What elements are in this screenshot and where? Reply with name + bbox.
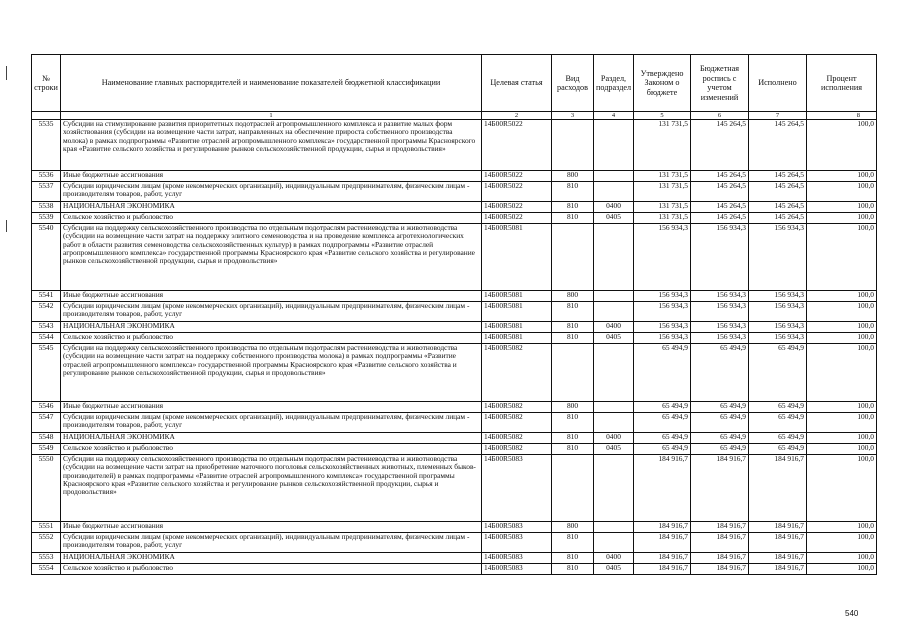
table-row bbox=[32, 213, 877, 224]
row-section bbox=[594, 455, 634, 522]
table-row bbox=[32, 291, 877, 302]
row-expense-type: 810 bbox=[552, 564, 594, 575]
row-target-article: 14Б00R5082 bbox=[482, 433, 552, 444]
row-name: Субсидии юридическим лицам (кроме некоммерческих организаций), индивидуальным предпринимателям, физическим лицам - производителям товаров, работ, услуг bbox=[61, 302, 482, 322]
row-executed: 184 916,7 bbox=[749, 553, 807, 564]
row-approved: 131 731,5 bbox=[634, 213, 691, 224]
row-approved: 65 494,9 bbox=[634, 413, 691, 433]
row-executed: 156 934,3 bbox=[749, 224, 807, 291]
row-approved: 131 731,5 bbox=[634, 182, 691, 202]
row-target-article: 14Б00R5022 bbox=[482, 213, 552, 224]
row-percent: 100,0 bbox=[807, 333, 877, 344]
column-number: 4 bbox=[594, 112, 634, 120]
table-row bbox=[32, 224, 877, 291]
row-section bbox=[594, 171, 634, 182]
row-approved: 184 916,7 bbox=[634, 553, 691, 564]
row-percent: 100,0 bbox=[807, 413, 877, 433]
row-expense-type: 810 bbox=[552, 444, 594, 455]
row-approved: 65 494,9 bbox=[634, 433, 691, 444]
row-section bbox=[594, 533, 634, 553]
row-number: 5545 bbox=[32, 344, 61, 402]
row-target-article: 14Б00R5082 bbox=[482, 344, 552, 402]
row-name: Иные бюджетные ассигнования bbox=[61, 171, 482, 182]
table-row bbox=[32, 171, 877, 182]
row-name: Сельское хозяйство и рыболовство bbox=[61, 564, 482, 575]
table-row bbox=[32, 333, 877, 344]
row-budget-schedule: 184 916,7 bbox=[691, 455, 749, 522]
row-budget-schedule: 156 934,3 bbox=[691, 333, 749, 344]
row-number: 5554 bbox=[32, 564, 61, 575]
row-executed: 65 494,9 bbox=[749, 344, 807, 402]
row-expense-type: 800 bbox=[552, 291, 594, 302]
row-percent: 100,0 bbox=[807, 322, 877, 333]
row-name: Сельское хозяйство и рыболовство bbox=[61, 333, 482, 344]
row-approved: 65 494,9 bbox=[634, 444, 691, 455]
row-expense-type: 810 bbox=[552, 322, 594, 333]
row-budget-schedule: 145 264,5 bbox=[691, 213, 749, 224]
row-percent: 100,0 bbox=[807, 213, 877, 224]
row-number: 5546 bbox=[32, 402, 61, 413]
header-row-number: № строки bbox=[32, 55, 61, 112]
row-expense-type: 810 bbox=[552, 213, 594, 224]
row-percent: 100,0 bbox=[807, 433, 877, 444]
row-approved: 156 934,3 bbox=[634, 333, 691, 344]
row-executed: 184 916,7 bbox=[749, 522, 807, 533]
row-name: Субсидии на поддержку сельскохозяйственного производства по отдельным подотраслям растениеводства и животноводства (субсидии на возмещение части затрат на поддержку собственного производства молока) в рамках подпрограммы «Развитие отраслей агропромышленного комплекса» государственной программы Красноярского края «Развитие сельского хозяйства и регулирование рынков сельскохозяйственной продукции, сырья и продовольствия» bbox=[61, 344, 482, 402]
table-row bbox=[32, 433, 877, 444]
row-number: 5549 bbox=[32, 444, 61, 455]
column-number: 7 bbox=[749, 112, 807, 120]
row-executed: 156 934,3 bbox=[749, 333, 807, 344]
row-section: 0405 bbox=[594, 564, 634, 575]
row-number: 5548 bbox=[32, 433, 61, 444]
row-approved: 65 494,9 bbox=[634, 344, 691, 402]
row-executed: 145 264,5 bbox=[749, 213, 807, 224]
page-number: 540 bbox=[845, 609, 859, 618]
row-section: 0405 bbox=[594, 444, 634, 455]
table-row bbox=[32, 302, 877, 322]
row-percent: 100,0 bbox=[807, 224, 877, 291]
table-row bbox=[32, 533, 877, 553]
row-number: 5542 bbox=[32, 302, 61, 322]
row-name: НАЦИОНАЛЬНАЯ ЭКОНОМИКА bbox=[61, 202, 482, 213]
row-budget-schedule: 145 264,5 bbox=[691, 202, 749, 213]
row-executed: 65 494,9 bbox=[749, 413, 807, 433]
row-number: 5543 bbox=[32, 322, 61, 333]
row-number: 5553 bbox=[32, 553, 61, 564]
row-target-article: 14Б00R5081 bbox=[482, 333, 552, 344]
row-number: 5541 bbox=[32, 291, 61, 302]
column-number: 5 bbox=[634, 112, 691, 120]
row-approved: 184 916,7 bbox=[634, 533, 691, 553]
row-name: НАЦИОНАЛЬНАЯ ЭКОНОМИКА bbox=[61, 322, 482, 333]
row-section bbox=[594, 413, 634, 433]
table-row bbox=[32, 322, 877, 333]
row-target-article: 14Б00R5022 bbox=[482, 171, 552, 182]
row-number: 5540 bbox=[32, 224, 61, 291]
row-budget-schedule: 184 916,7 bbox=[691, 533, 749, 553]
row-percent: 100,0 bbox=[807, 444, 877, 455]
row-name: Сельское хозяйство и рыболовство bbox=[61, 444, 482, 455]
row-name: Иные бюджетные ассигнования bbox=[61, 402, 482, 413]
row-number: 5535 bbox=[32, 120, 61, 171]
row-budget-schedule: 184 916,7 bbox=[691, 564, 749, 575]
row-budget-schedule: 65 494,9 bbox=[691, 413, 749, 433]
row-target-article: 14Б00R5022 bbox=[482, 120, 552, 171]
row-section: 0405 bbox=[594, 333, 634, 344]
row-section bbox=[594, 291, 634, 302]
row-section bbox=[594, 224, 634, 291]
row-percent: 100,0 bbox=[807, 171, 877, 182]
row-percent: 100,0 bbox=[807, 402, 877, 413]
row-executed: 184 916,7 bbox=[749, 564, 807, 575]
header-executed: Исполнено bbox=[749, 55, 807, 112]
table-row bbox=[32, 413, 877, 433]
row-executed: 156 934,3 bbox=[749, 322, 807, 333]
row-number: 5538 bbox=[32, 202, 61, 213]
row-number: 5552 bbox=[32, 533, 61, 553]
row-percent: 100,0 bbox=[807, 291, 877, 302]
row-expense-type: 810 bbox=[552, 433, 594, 444]
column-number: 8 bbox=[807, 112, 877, 120]
row-expense-type: 800 bbox=[552, 171, 594, 182]
row-number: 5537 bbox=[32, 182, 61, 202]
row-percent: 100,0 bbox=[807, 182, 877, 202]
row-executed: 156 934,3 bbox=[749, 291, 807, 302]
row-percent: 100,0 bbox=[807, 344, 877, 402]
table-row bbox=[32, 564, 877, 575]
table-row bbox=[32, 444, 877, 455]
row-executed: 145 264,5 bbox=[749, 182, 807, 202]
row-target-article: 14Б00R5083 bbox=[482, 564, 552, 575]
row-executed: 184 916,7 bbox=[749, 455, 807, 522]
row-approved: 184 916,7 bbox=[634, 522, 691, 533]
row-percent: 100,0 bbox=[807, 202, 877, 213]
row-budget-schedule: 145 264,5 bbox=[691, 120, 749, 171]
margin-mark bbox=[6, 66, 7, 80]
header-target-article: Целевая статья bbox=[482, 55, 552, 112]
table-body bbox=[32, 120, 877, 575]
row-approved: 156 934,3 bbox=[634, 224, 691, 291]
row-approved: 131 731,5 bbox=[634, 120, 691, 171]
row-budget-schedule: 184 916,7 bbox=[691, 553, 749, 564]
column-number bbox=[32, 112, 61, 120]
row-section bbox=[594, 344, 634, 402]
row-target-article: 14Б00R5022 bbox=[482, 182, 552, 202]
row-number: 5551 bbox=[32, 522, 61, 533]
table-row bbox=[32, 182, 877, 202]
row-approved: 184 916,7 bbox=[634, 455, 691, 522]
row-budget-schedule: 156 934,3 bbox=[691, 224, 749, 291]
row-percent: 100,0 bbox=[807, 302, 877, 322]
column-number: 2 bbox=[482, 112, 552, 120]
row-name: Субсидии на поддержку сельскохозяйственного производства по отдельным подотраслям растениеводства и животноводства (субсидии на возмещение части затрат на поддержку элитного семеноводства и на проведение комплекса агротехнологических работ в области развития семеноводства сельскохозяйственных культур) в рамках подпрограммы «Развитие отраслей агропромышленного комплекса» государственной программы Красноярского края «Развитие сельского хозяйства и регулирование рынков сельскохозяйственной продукции, сырья и продовольствия» bbox=[61, 224, 482, 291]
row-name: Иные бюджетные ассигнования bbox=[61, 291, 482, 302]
margin-mark bbox=[6, 220, 7, 232]
row-target-article: 14Б00R5022 bbox=[482, 202, 552, 213]
column-number: 1 bbox=[61, 112, 482, 120]
row-section bbox=[594, 302, 634, 322]
table-row bbox=[32, 553, 877, 564]
row-budget-schedule: 65 494,9 bbox=[691, 402, 749, 413]
row-name: НАЦИОНАЛЬНАЯ ЭКОНОМИКА bbox=[61, 433, 482, 444]
row-target-article: 14Б00R5083 bbox=[482, 553, 552, 564]
row-budget-schedule: 145 264,5 bbox=[691, 171, 749, 182]
row-target-article: 14Б00R5082 bbox=[482, 402, 552, 413]
row-approved: 131 731,5 bbox=[634, 171, 691, 182]
row-percent: 100,0 bbox=[807, 120, 877, 171]
row-expense-type: 810 bbox=[552, 202, 594, 213]
row-expense-type: 810 bbox=[552, 182, 594, 202]
row-approved: 65 494,9 bbox=[634, 402, 691, 413]
row-percent: 100,0 bbox=[807, 533, 877, 553]
row-expense-type: 810 bbox=[552, 333, 594, 344]
table-row bbox=[32, 455, 877, 522]
row-number: 5547 bbox=[32, 413, 61, 433]
row-expense-type bbox=[552, 455, 594, 522]
row-target-article: 14Б00R5083 bbox=[482, 533, 552, 553]
row-section bbox=[594, 120, 634, 171]
row-budget-schedule: 184 916,7 bbox=[691, 522, 749, 533]
row-expense-type bbox=[552, 344, 594, 402]
row-name: Сельское хозяйство и рыболовство bbox=[61, 213, 482, 224]
row-name: Иные бюджетные ассигнования bbox=[61, 522, 482, 533]
table-row bbox=[32, 120, 877, 171]
row-budget-schedule: 65 494,9 bbox=[691, 433, 749, 444]
row-executed: 65 494,9 bbox=[749, 444, 807, 455]
row-budget-schedule: 65 494,9 bbox=[691, 344, 749, 402]
row-expense-type: 810 bbox=[552, 302, 594, 322]
row-section bbox=[594, 182, 634, 202]
table-row bbox=[32, 344, 877, 402]
row-executed: 65 494,9 bbox=[749, 433, 807, 444]
row-executed: 145 264,5 bbox=[749, 171, 807, 182]
row-approved: 156 934,3 bbox=[634, 322, 691, 333]
header-budget-schedule: Бюджетная роспись с учетом изменений bbox=[691, 55, 749, 112]
column-number: 6 bbox=[691, 112, 749, 120]
row-executed: 184 916,7 bbox=[749, 533, 807, 553]
row-percent: 100,0 bbox=[807, 553, 877, 564]
row-target-article: 14Б00R5082 bbox=[482, 413, 552, 433]
table-row bbox=[32, 522, 877, 533]
row-target-article: 14Б00R5081 bbox=[482, 322, 552, 333]
column-number-row bbox=[32, 112, 877, 120]
row-target-article: 14Б00R5081 bbox=[482, 302, 552, 322]
row-section: 0400 bbox=[594, 202, 634, 213]
row-expense-type: 800 bbox=[552, 522, 594, 533]
row-section: 0400 bbox=[594, 322, 634, 333]
row-number: 5544 bbox=[32, 333, 61, 344]
row-name: Субсидии на стимулирование развития приоритетных подотраслей агропромышленного комплекса и развитие малых форм хозяйствования (субсидии на возмещение части затрат, направленных на обеспечение прироста собственного производства молока) в рамках подпрограммы «Развитие отраслей агропромышленного комплекса» государственной программы Красноярского края «Развитие сельского хозяйства и регулирование рынков сельскохозяйственной продукции, сырья и продовольствия» bbox=[61, 120, 482, 171]
row-target-article: 14Б00R5081 bbox=[482, 291, 552, 302]
table-row bbox=[32, 202, 877, 213]
row-target-article: 14Б00R5083 bbox=[482, 522, 552, 533]
row-budget-schedule: 156 934,3 bbox=[691, 322, 749, 333]
row-budget-schedule: 65 494,9 bbox=[691, 444, 749, 455]
row-name: Субсидии на поддержку сельскохозяйственного производства по отдельным подотраслям растениеводства и животноводства (субсидии на возмещение части затрат на приобретение маточного поголовья сельскохозяйственных животных, племенных быков-производителей) в рамках подпрограммы «Развитие отраслей агропромышленного комплекса» государственной программы Красноярского края «Развитие сельского хозяйства и регулирование рынков сельскохозяйственной продукции, сырья и продовольствия» bbox=[61, 455, 482, 522]
row-percent: 100,0 bbox=[807, 455, 877, 522]
row-executed: 156 934,3 bbox=[749, 302, 807, 322]
row-budget-schedule: 156 934,3 bbox=[691, 291, 749, 302]
row-section bbox=[594, 522, 634, 533]
column-number: 3 bbox=[552, 112, 594, 120]
table-row bbox=[32, 402, 877, 413]
row-section: 0405 bbox=[594, 213, 634, 224]
row-expense-type: 810 bbox=[552, 413, 594, 433]
row-number: 5539 bbox=[32, 213, 61, 224]
row-section bbox=[594, 402, 634, 413]
row-budget-schedule: 156 934,3 bbox=[691, 302, 749, 322]
header-expense-type: Вид расходов bbox=[552, 55, 594, 112]
row-name: Субсидии юридическим лицам (кроме некоммерческих организаций), индивидуальным предпринимателям, физическим лицам - производителям товаров, работ, услуг bbox=[61, 413, 482, 433]
header-name: Наименование главных распорядителей и наименование показателей бюджетной классификации bbox=[61, 55, 482, 112]
budget-table bbox=[31, 54, 877, 575]
row-approved: 156 934,3 bbox=[634, 291, 691, 302]
row-number: 5550 bbox=[32, 455, 61, 522]
row-target-article: 14Б00R5083 bbox=[482, 455, 552, 522]
row-name: НАЦИОНАЛЬНАЯ ЭКОНОМИКА bbox=[61, 553, 482, 564]
row-number: 5536 bbox=[32, 171, 61, 182]
row-name: Субсидии юридическим лицам (кроме некоммерческих организаций), индивидуальным предпринимателям, физическим лицам - производителям товаров, работ, услуг bbox=[61, 182, 482, 202]
header-section: Раздел, подраздел bbox=[594, 55, 634, 112]
row-approved: 184 916,7 bbox=[634, 564, 691, 575]
row-approved: 131 731,5 bbox=[634, 202, 691, 213]
row-target-article: 14Б00R5082 bbox=[482, 444, 552, 455]
row-percent: 100,0 bbox=[807, 522, 877, 533]
row-approved: 156 934,3 bbox=[634, 302, 691, 322]
row-expense-type: 810 bbox=[552, 533, 594, 553]
row-executed: 145 264,5 bbox=[749, 120, 807, 171]
header-approved: Утверждено Законом о бюджете bbox=[634, 55, 691, 112]
row-name: Субсидии юридическим лицам (кроме некоммерческих организаций), индивидуальным предпринимателям, физическим лицам - производителям товаров, работ, услуг bbox=[61, 533, 482, 553]
row-expense-type bbox=[552, 224, 594, 291]
row-executed: 65 494,9 bbox=[749, 402, 807, 413]
row-expense-type: 800 bbox=[552, 402, 594, 413]
row-expense-type: 810 bbox=[552, 553, 594, 564]
row-executed: 145 264,5 bbox=[749, 202, 807, 213]
header-percent: Процент исполнения bbox=[807, 55, 877, 112]
row-expense-type bbox=[552, 120, 594, 171]
row-section: 0400 bbox=[594, 433, 634, 444]
row-section: 0400 bbox=[594, 553, 634, 564]
row-percent: 100,0 bbox=[807, 564, 877, 575]
header-row bbox=[32, 55, 877, 112]
row-target-article: 14Б00R5081 bbox=[482, 224, 552, 291]
row-budget-schedule: 145 264,5 bbox=[691, 182, 749, 202]
